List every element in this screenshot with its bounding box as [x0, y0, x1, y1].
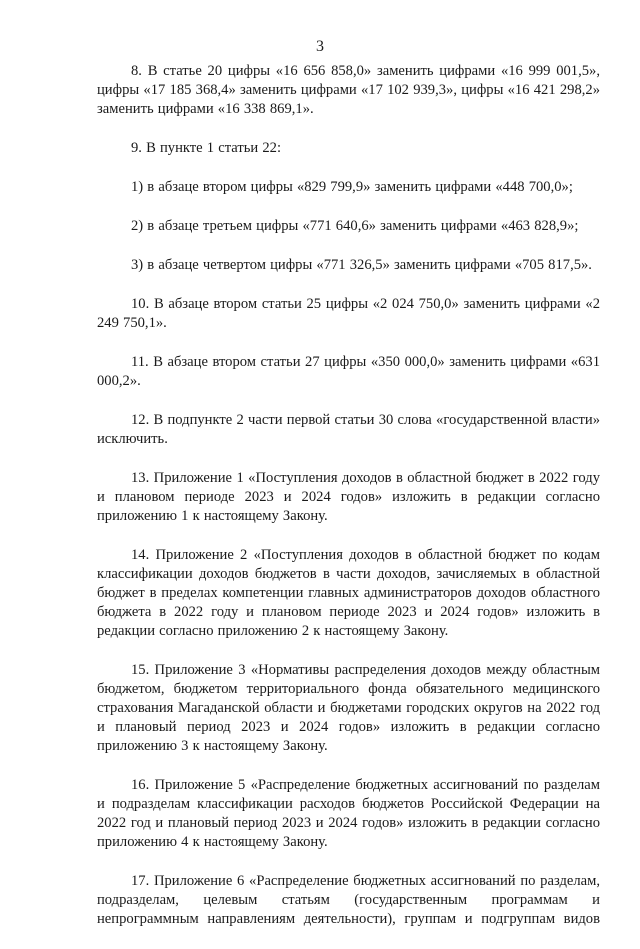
- subitem-1: 1) в абзаце втором цифры «829 799,9» заменить цифрами «448 700,0»;: [131, 179, 573, 195]
- paragraph-item-9: 9. В пункте 1 статьи 22:: [131, 140, 282, 156]
- paragraph-item-14: 14. Приложение 2 «Поступления доходов в областной бюджет по кодам классификации доходов бюджетов в части доходов, зачисляемых в областной бюджет в пределах компетенции главных администраторов доходов областного бюджета в 2022 году и плановом периоде 2023 и 2024 годов» изложить в редакции согласно приложению 2 к настоящему Закону.: [97, 547, 600, 639]
- paragraph-item-12: 12. В подпункте 2 части первой статьи 30 слова «государственной власти» исключить.: [97, 412, 600, 447]
- paragraph-item-16: 16. Приложение 5 «Распределение бюджетных ассигнований по разделам и подразделам классификации расходов бюджетов Российской Федерации на 2022 год и плановый период 2023 и 2024 годов» изложить в редакции согласно приложению 4 к настоящему Закону.: [97, 777, 600, 850]
- page-number: 3: [316, 38, 324, 55]
- paragraph-item-11: 11. В абзаце втором статьи 27 цифры «350 000,0» заменить цифрами «631 000,2».: [97, 354, 600, 389]
- subitem-2: 2) в абзаце третьем цифры «771 640,6» заменить цифрами «463 828,9»;: [131, 218, 579, 234]
- subitem-3: 3) в абзаце четвертом цифры «771 326,5» заменить цифрами «705 817,5».: [131, 257, 592, 273]
- paragraph-item-13: 13. Приложение 1 «Поступления доходов в областной бюджет в 2022 году и плановом периоде 2023 и 2024 годов» изложить в редакции согласно приложению 1 к настоящему Закону.: [97, 470, 600, 524]
- paragraph-item-17: 17. Приложение 6 «Распределение бюджетных ассигнований по разделам, подразделам, целевым статьям (государственным программам и непрограммным направлениям деятельности), группам и подгруппам видов: [97, 873, 600, 927]
- document-body: [97, 62, 600, 949]
- paragraph-item-8: 8. В статье 20 цифры «16 656 858,0» заменить цифрами «16 999 001,5», цифры «17 185 368,4» заменить цифрами «17 102 939,3», цифры «16 421 298,2» заменить цифрами «16 338 869,1».: [97, 63, 600, 117]
- paragraph-item-15: 15. Приложение 3 «Нормативы распределения доходов между областным бюджетом, бюджетом территориального фонда обязательного медицинского страхования Магаданской области и бюджетами городских округов на 2022 год и плановый период 2023 и 2024 годов» изложить в редакции согласно приложению 3 к настоящему Закону.: [97, 662, 600, 754]
- paragraph-item-10: 10. В абзаце втором статьи 25 цифры «2 024 750,0» заменить цифрами «2 249 750,1».: [97, 296, 600, 331]
